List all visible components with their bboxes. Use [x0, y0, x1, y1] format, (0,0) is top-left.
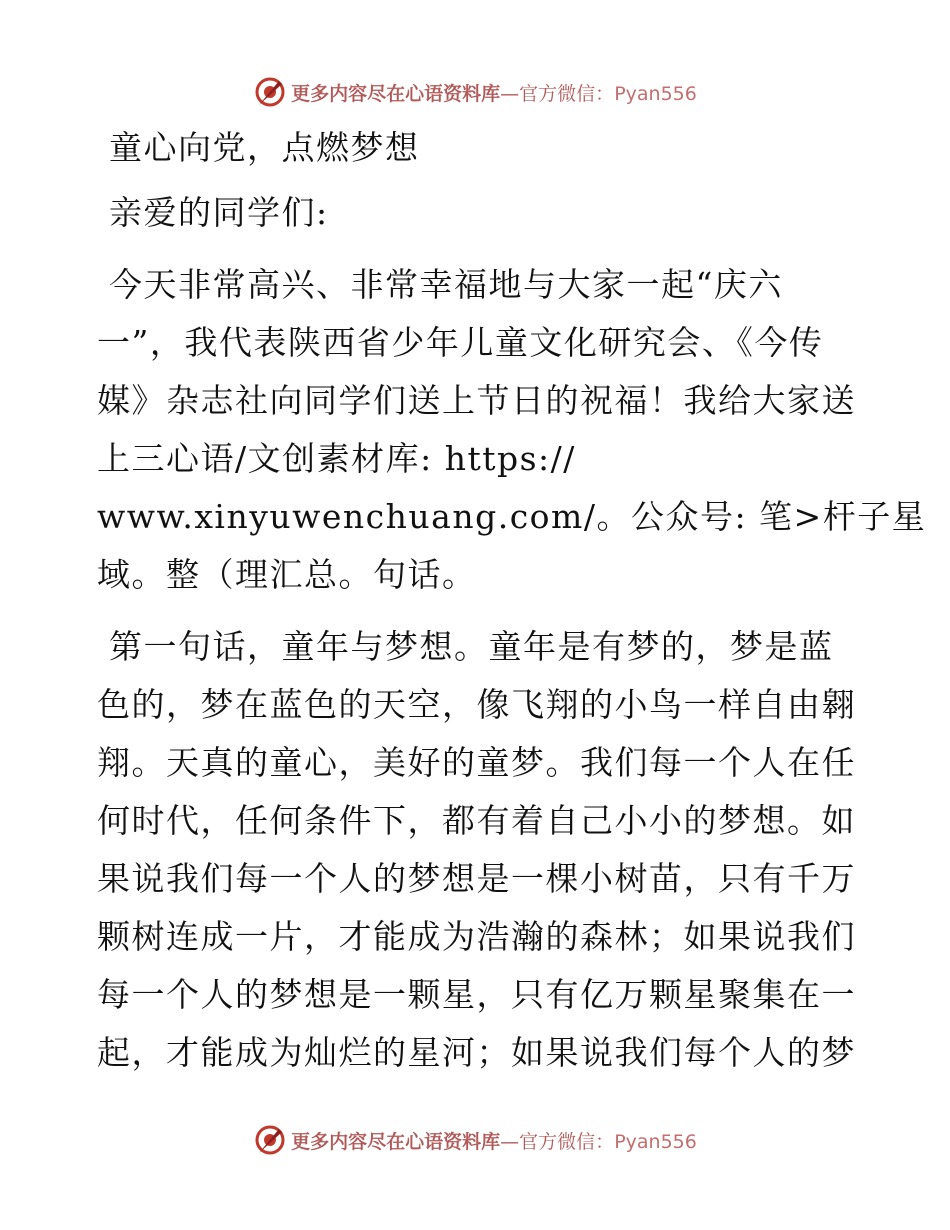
- paragraph-line: 颗树连成一片，才能成为浩瀚的森林；如果说我们: [97, 917, 856, 956]
- paragraph-line: 一”，我代表陕西省少年儿童文化研究会、《今传: [97, 323, 824, 362]
- paragraph-line: 今天非常高兴、非常幸福地与大家一起“庆六: [109, 265, 783, 304]
- banner-dash: —: [500, 1130, 520, 1153]
- paragraph-line: 每一个人的梦想是一颗星，只有亿万颗星聚集在一: [97, 975, 856, 1014]
- banner-wechat-id: Pyan556: [614, 82, 697, 105]
- banner-text: [291, 79, 697, 106]
- paragraph-line: 色的，梦在蓝色的天空，像飞翔的小鸟一样自由翱: [97, 685, 856, 724]
- banner-main-text: 更多内容尽在心语资料库: [291, 82, 501, 105]
- document-title: 童心向党，点燃梦想: [109, 128, 420, 167]
- banner-text: [291, 1127, 697, 1154]
- header-banner: [0, 72, 950, 112]
- paragraph-line: 翔。天真的童心，美好的童梦。我们每一个人在任: [97, 743, 856, 782]
- paragraph-1: [97, 256, 927, 604]
- paragraph-line: 第一句话，童年与梦想。童年是有梦的，梦是蓝: [109, 627, 834, 666]
- paragraph-line: www.xinyuwenchuang.com/。公众号: 笔>杆子星: [97, 497, 927, 536]
- banner-wechat-label: 官方微信：: [519, 1130, 615, 1153]
- footer-banner: [0, 1120, 950, 1160]
- paragraph-line: 上三心语/文创素材库: https://: [97, 439, 576, 478]
- banner-wechat-id: Pyan556: [614, 1130, 697, 1153]
- banner-dash: —: [500, 82, 520, 105]
- paragraph-line: 域。整（理汇总。句话。: [97, 555, 477, 594]
- paragraph-line: 媒》杂志社向同学们送上节日的祝福！我给大家送: [97, 381, 856, 420]
- paragraph-line: 果说我们每一个人的梦想是一棵小树苗，只有千万: [97, 859, 856, 898]
- paragraph-2: [97, 618, 857, 1082]
- salutation: 亲爱的同学们:: [109, 193, 329, 232]
- quill-logo-icon: [253, 1123, 287, 1157]
- banner-main-text: 更多内容尽在心语资料库: [291, 1130, 501, 1153]
- banner-wechat-label: 官方微信：: [519, 82, 615, 105]
- quill-logo-icon: [253, 75, 287, 109]
- document-body: [97, 120, 927, 1082]
- paragraph-line: 何时代，任何条件下，都有着自己小小的梦想。如: [97, 801, 856, 840]
- paragraph-line: 起，才能成为灿烂的星河；如果说我们每个人的梦: [97, 1033, 856, 1072]
